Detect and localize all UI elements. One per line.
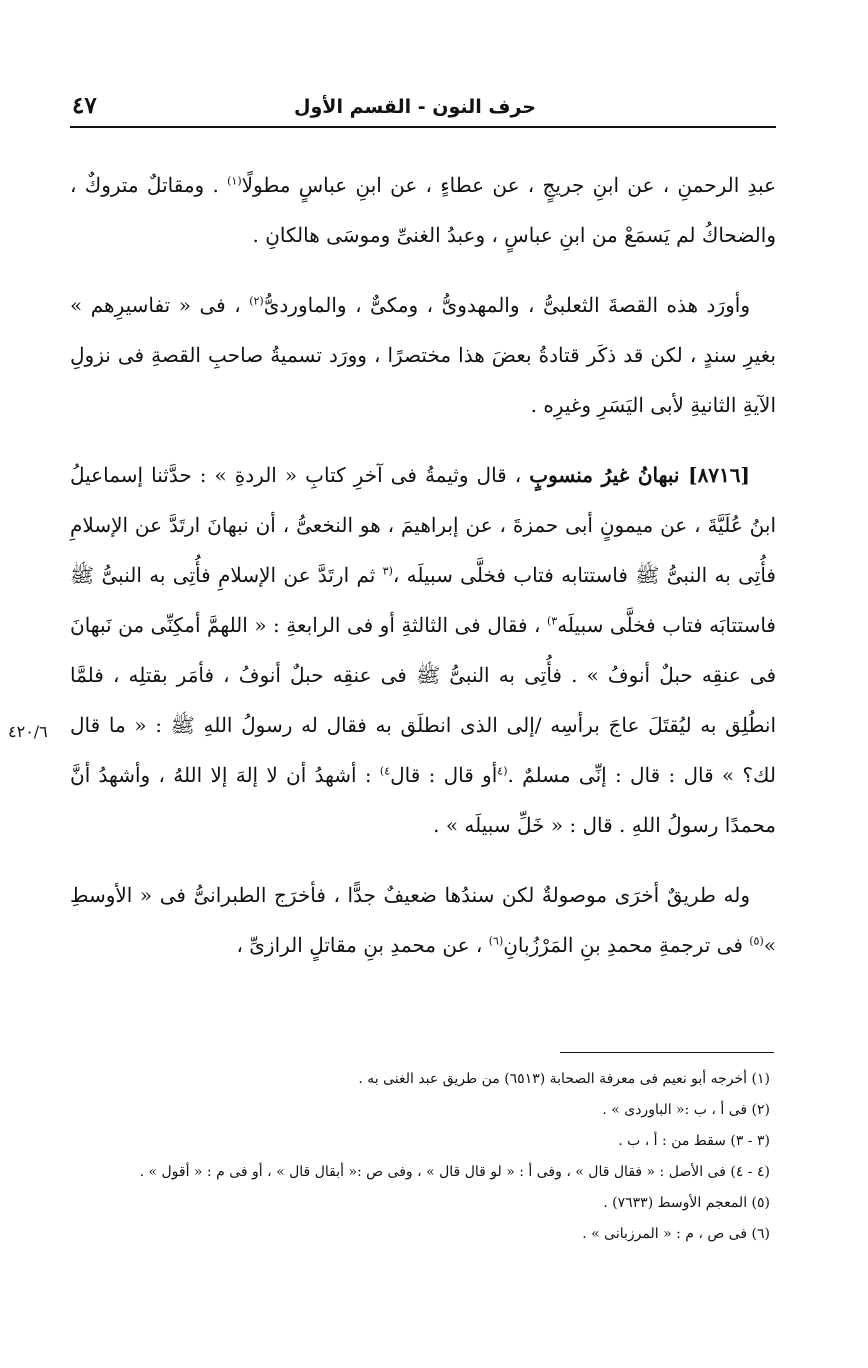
text-span: وأورَد هذه القصةَ الثعلبىُّ ، والمهدوىُّ ، ومكىٌّ ، والماوردىُّ: [263, 293, 750, 317]
footnote-ref-3-open[interactable]: (٣: [382, 564, 393, 578]
text-span: ثم ارتَدَّ عن الإسلامِ فأُتِى به النبىُّ ﷺ فاستتابَه فتاب فخلَّى سبيلَه: [70, 563, 776, 637]
margin-page-reference: ٤٢٠/٦: [8, 722, 48, 741]
entry-name: نبهانُ غيرُ منسوبٍ: [529, 463, 689, 487]
footnote-5: (٥) المعجم الأوسط (٧٦٣٣) .: [603, 1195, 770, 1211]
footnote-ref-1[interactable]: (١): [227, 174, 242, 188]
entry-number: [٨٧١٦]: [688, 463, 750, 487]
text-span: ، عن محمدِ بنِ مقاتلٍ الرازىِّ ،: [236, 933, 489, 957]
footnote-ref-3-close[interactable]: ٣): [546, 614, 558, 628]
footnote-ref-4-open[interactable]: (٤: [497, 764, 508, 778]
footnote-ref-4-close[interactable]: ٤): [379, 764, 391, 778]
text-span: . ومقاتلٌ متروكٌ ، والضحاكُ لم يَسمَعْ من ابنِ عباسٍ ، وعبدُ الغنىِّ وموسَى هالكانِ .: [70, 173, 776, 247]
entry-8716: [70, 450, 776, 850]
footnote-ref-2[interactable]: (٢): [249, 294, 264, 308]
footnote-ref-5[interactable]: (٥): [749, 934, 764, 948]
footnote-ref-6[interactable]: (٦): [488, 934, 504, 948]
footnotes: [70, 1064, 770, 1250]
text-span: عبدِ الرحمنِ ، عن ابنِ جريجٍ ، عن عطاءٍ ، عن ابنِ عباسٍ مطولًا: [241, 173, 776, 197]
paragraph-4: [70, 870, 776, 970]
text-span: أو قال : قال: [390, 763, 498, 787]
footnote-4: (٤ - ٤) فى الأصل : « فقال قال » ، وفى أ : « لو قال قال » ، وفى ص :« أبقال قال » ، أو فى م : « أقول » .: [139, 1164, 770, 1180]
page-number: ٤٧: [72, 92, 97, 119]
text-span: ، فى « تفاسيرِهم » بغيرِ سندٍ ، لكن قد ذكَر قتادةُ بعضَ هذا مختصرًا ، وورَد تسميةُ صاحبِ القصةِ فى نزولِ الآيةِ الثانيةِ لأبى اليَسَرِ وغيرِه .: [70, 293, 776, 417]
footnote-2: (٢) فى أ ، ب :« الباوردى » .: [602, 1102, 770, 1118]
header-rule: [70, 126, 776, 128]
footnote-3: (٣ - ٣) سقط من : أ ، ب .: [618, 1133, 770, 1149]
text-span: وله طريقٌ أخرَى موصولةٌ لكن سندُها ضعيفٌ جدًّا ، فأخرَج الطبرانىُّ فى « الأوسطِ »: [70, 883, 776, 957]
text-span: ، فقال فى الثالثةِ أو فى الرابعةِ : « اللهمَّ أمكِنِّى من نَبهانَ فى عنقِه حبلٌ أنوفُ » . فأُتِى به النبىُّ ﷺ فى عنقِه حبلٌ أنوفُ ، فأمَر بقتلِه ، فلمَّا انطُلِق به ليُقتَلَ عاجَ برأسِه /إلى الذى انطلَق به فقال له رسولُ اللهِ ﷺ : « ما قال لك؟ » قال : قال : إنِّى مسلمٌ .: [70, 613, 776, 787]
text-span: ، قال وثيمةُ فى آخرِ كتابِ « الردةِ » : حدَّثنا إسماعيلُ ابنُ عُلَيَّةَ ، عن ميمونٍ أبى حمزةَ ، عن إبراهيمَ ، هو النخعىُّ ، أن نبهانَ ارتَدَّ عن الإسلامِ فأُتِى به النبىُّ ﷺ فاستتابه فتاب فخلَّى سبيلَه ،: [70, 463, 776, 587]
footnote-separator: [560, 1052, 774, 1053]
footnote-1: (١) أخرجه أبو نعيم فى معرفة الصحابة (٦٥١٣) من طريق عبد الغنى به .: [358, 1071, 770, 1087]
footnote-6: (٦) فى ص ، م : « المرزبانى » .: [582, 1226, 770, 1242]
main-text: [70, 160, 776, 970]
paragraph-2: [70, 280, 776, 430]
text-span: : أشهدُ أن لا إلهَ إلا اللهُ ، وأشهدُ أنَّ محمدًا رسولُ اللهِ . قال : « خَلِّ سبيلَه » .: [70, 763, 776, 837]
text-span: فى ترجمةِ محمدِ بنِ المَرْزُبانِ: [503, 933, 750, 957]
running-header-title: حرف النون - القسم الأول: [294, 96, 536, 118]
paragraph-1: [70, 160, 776, 260]
